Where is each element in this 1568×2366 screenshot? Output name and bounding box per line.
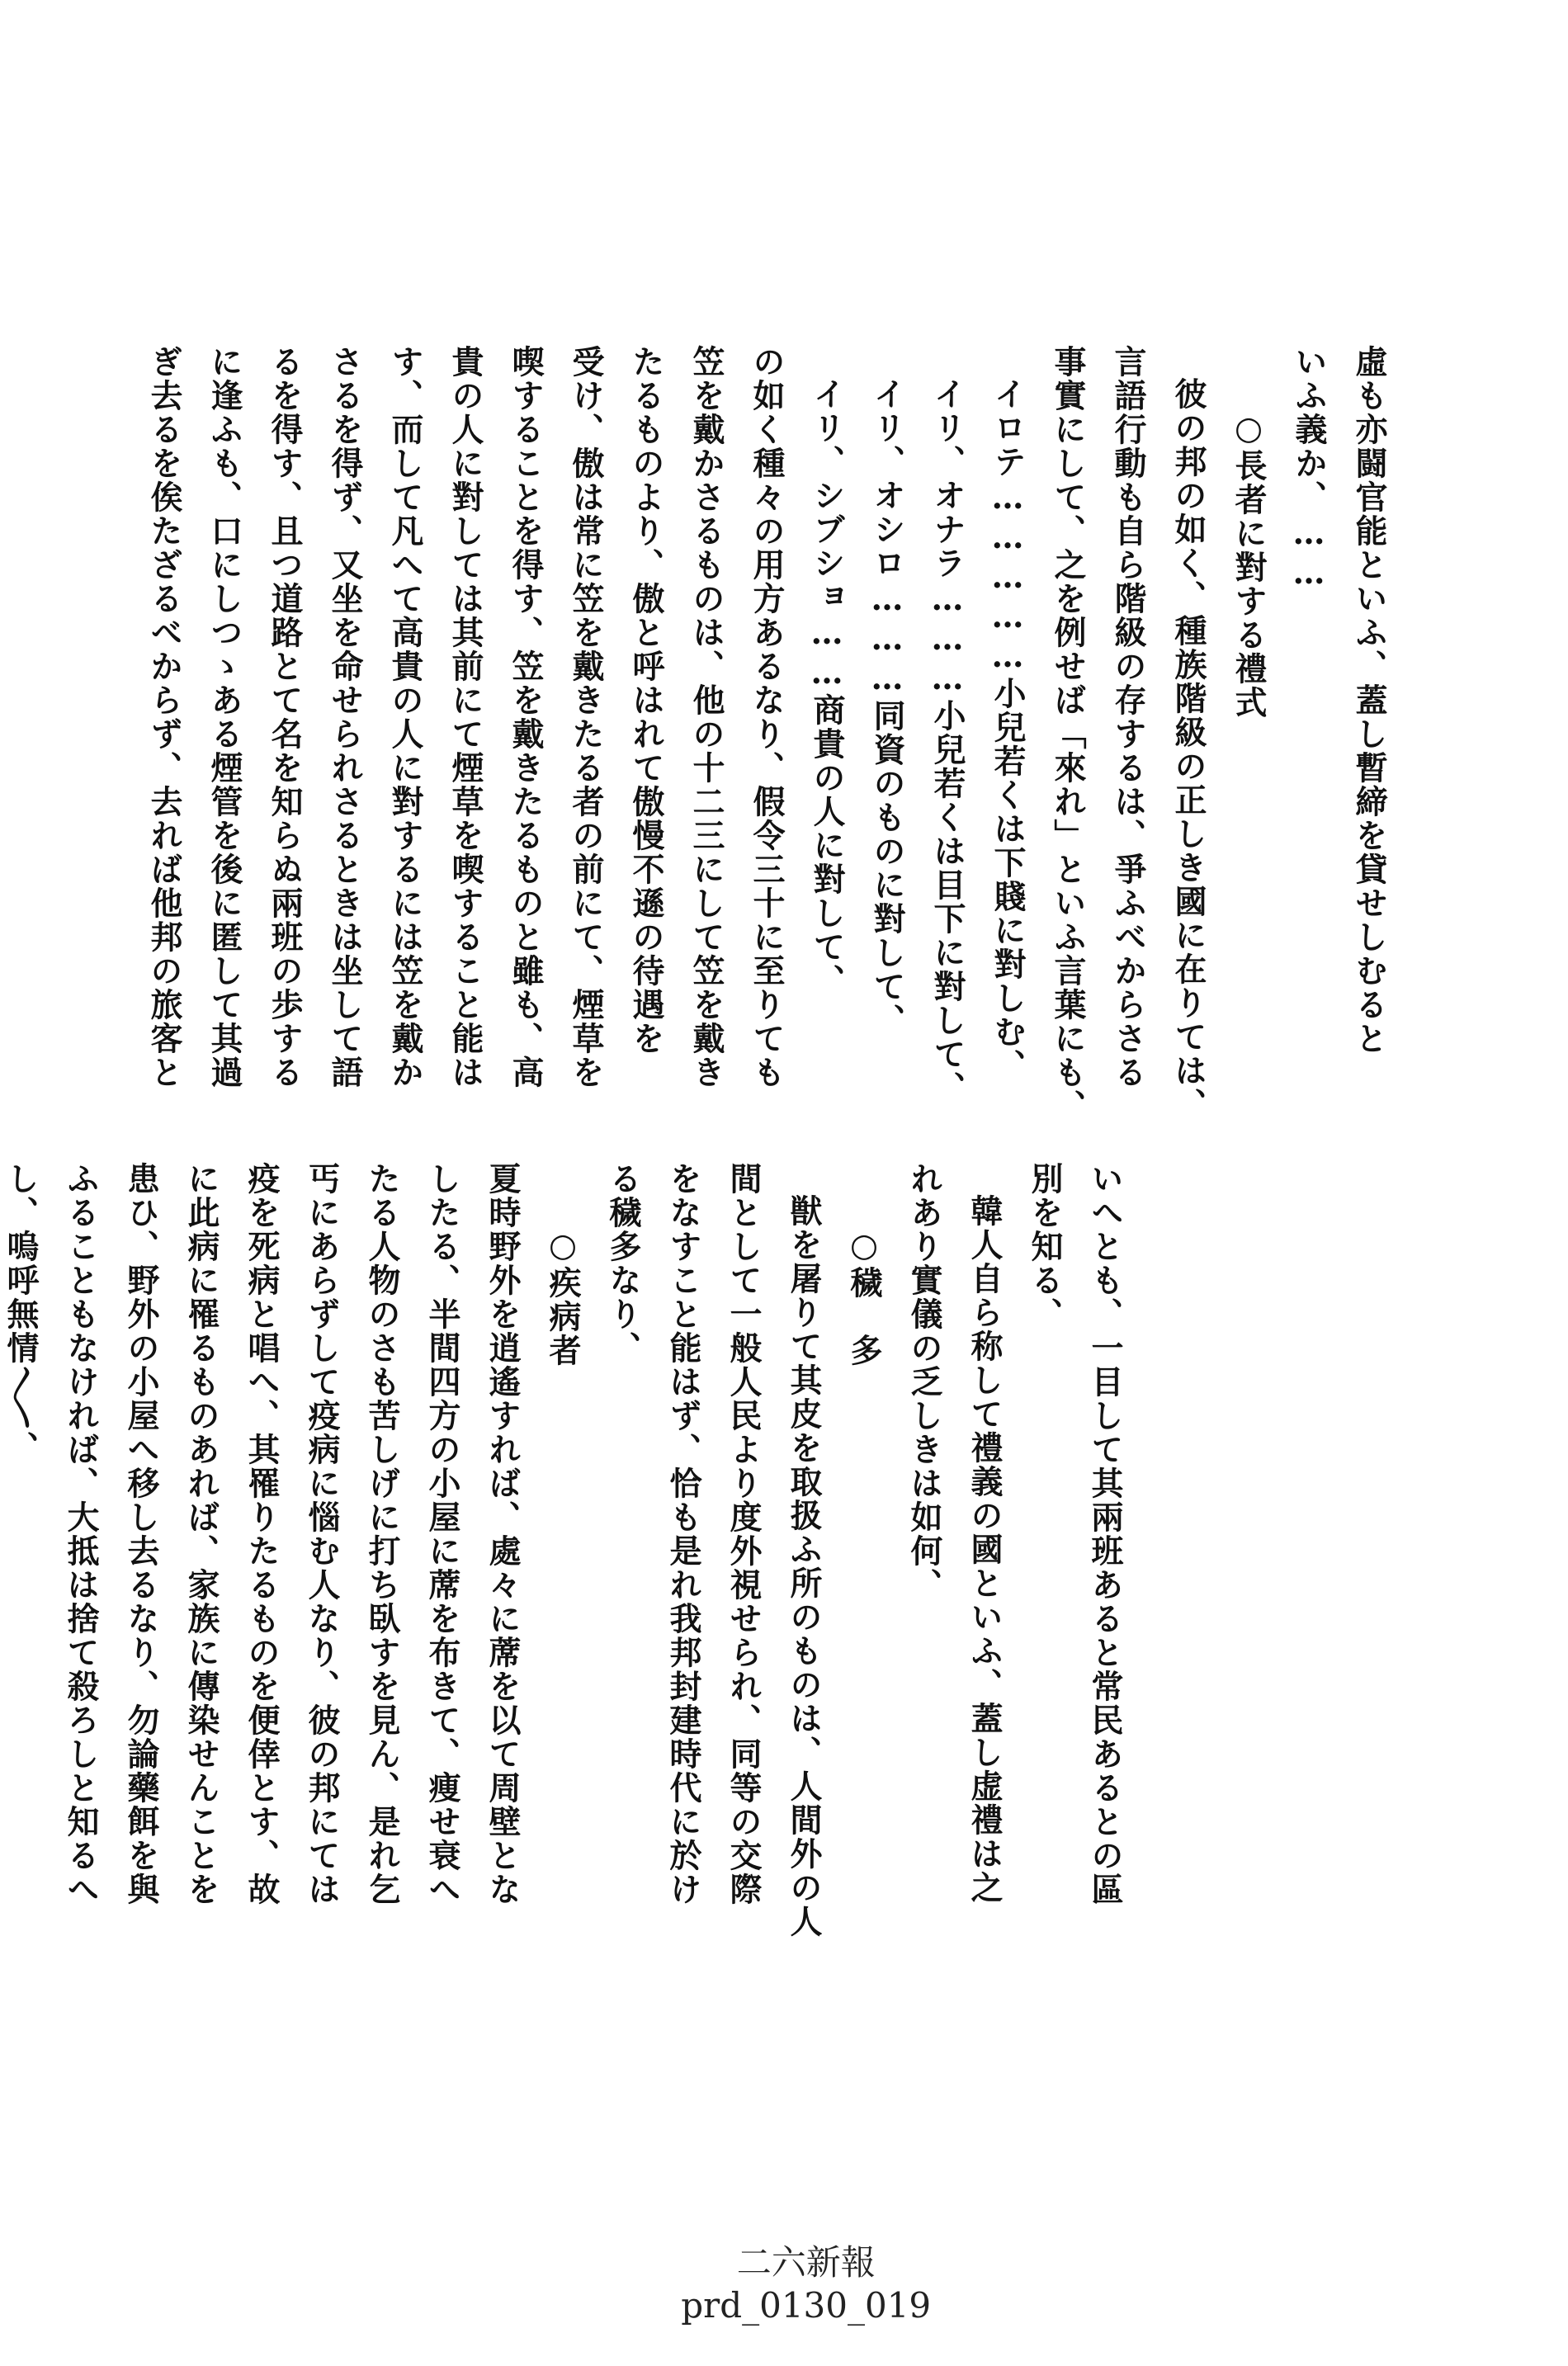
text-column: 彼の邦の如く、種族階級の正しき國に在りては、: [1169, 377, 1207, 1122]
text-column: れあり實儀の乏しきは如何、: [905, 1162, 943, 1602]
text-column: いふ義か、……: [1290, 345, 1328, 593]
text-column: イリ、シブショ……商貴の人に對して、: [808, 377, 846, 998]
text-column: をなすこと能はず、恰も是れ我邦封建時代に於け: [664, 1162, 702, 1906]
page-id: prd_0130_019: [681, 2285, 932, 2326]
text-column: 受け、傲は常に笠を戴きたる者の前にて、煙草を: [567, 345, 605, 1089]
text-column: に逢ふも、口にしつゝある煙管を後に匿して其過: [205, 345, 243, 1089]
text-column: たるものより、傲と呼はれて傲慢不遜の待遇を: [627, 345, 665, 1055]
page-footer: [0, 2195, 1568, 2366]
section-heading: ○穢 多: [845, 1226, 883, 1367]
text-column: さるを得ず、又坐を命せられさるときは坐して語: [326, 345, 364, 1089]
section-heading: ○長者に對する禮式: [1230, 409, 1268, 720]
text-column: イリ、オシロ………同資のものに對して、: [868, 377, 906, 1037]
text-column: したる、半間四方の小屋に蓆を布きて、痩せ衰へ: [423, 1162, 461, 1906]
publication-name: 二六新報: [736, 2242, 876, 2283]
text-column: たる人物のさも苦しげに打ち臥すを見ん、是れ乞: [363, 1162, 401, 1906]
text-column: す、而して凡へて高貴の人に對するには笠を戴か: [386, 345, 424, 1089]
text-column: 言語行動も自ら階級の存するは、爭ふべからさる: [1109, 345, 1147, 1089]
text-column: の如く種々の用方あるなり、假令三十に至りても: [748, 345, 786, 1089]
text-column: るを得す、且つ道路とて名を知らぬ兩班の歩する: [266, 345, 304, 1089]
text-column: 疫を死病と唱へ、其罹りたるものを便倖とす、故: [243, 1162, 281, 1906]
text-column: 喫することを得す、笠を戴きたるものと雖も、高: [507, 345, 545, 1089]
text-column: イロテ……………小兒若くは下賤に對しむ、: [989, 377, 1027, 1083]
text-column: 丐にあらずして疫病に惱む人なり、彼の邦にては: [303, 1162, 341, 1906]
upper-text-block: [134, 345, 1399, 1137]
text-column: 別を知る、: [1026, 1162, 1064, 1331]
text-column: 虛も亦闘官能といふ、蓋し暫締を貸せしむると: [1350, 345, 1388, 1055]
text-column: 夏時野外を逍遙すれば、處々に蓆を以て周壁とな: [484, 1162, 522, 1906]
text-column: 事實にして、之を例せば「來れ」といふ言葉にも、: [1049, 345, 1087, 1123]
text-column: 獣を屠りて其皮を取扱ふ所のものは、人間外の人: [785, 1194, 823, 1939]
text-column: イリ、オナラ………小兒若くは目下に對して、: [928, 377, 966, 1105]
text-column: 笠を戴かさるものは、他の十二三にして笠を戴き: [687, 345, 725, 1089]
text-column: に此病に罹るものあれば、家族に傳染せんことを: [182, 1162, 220, 1906]
text-column: 貴の人に對しては其前にて煙草を喫すること能は: [446, 345, 484, 1089]
text-column: ふることもなければ、大抵は捨て殺ろしと知るへ: [62, 1162, 100, 1906]
text-column: る穢多なり、: [604, 1162, 642, 1365]
section-heading: ○疾病者: [544, 1226, 582, 1367]
text-column: 患ひ、野外の小屋へ移し去るなり、勿論藥餌を與: [122, 1162, 160, 1906]
text-column: いへとも、一目して其兩班あると常民あるとの區: [1086, 1162, 1124, 1906]
text-column: ぎ去るを俟たざるべからず、去れば他邦の旅客と: [145, 345, 183, 1089]
text-column: し、嗚呼無情〳〵、: [2, 1162, 40, 1465]
lower-text-block: [0, 1162, 1135, 1954]
text-column: 間として一般人民より度外視せられ、同等の交際: [725, 1162, 763, 1906]
text-column: 韓人自ら称して禮義の國といふ、蓋し虚禮は之: [966, 1194, 1004, 1905]
